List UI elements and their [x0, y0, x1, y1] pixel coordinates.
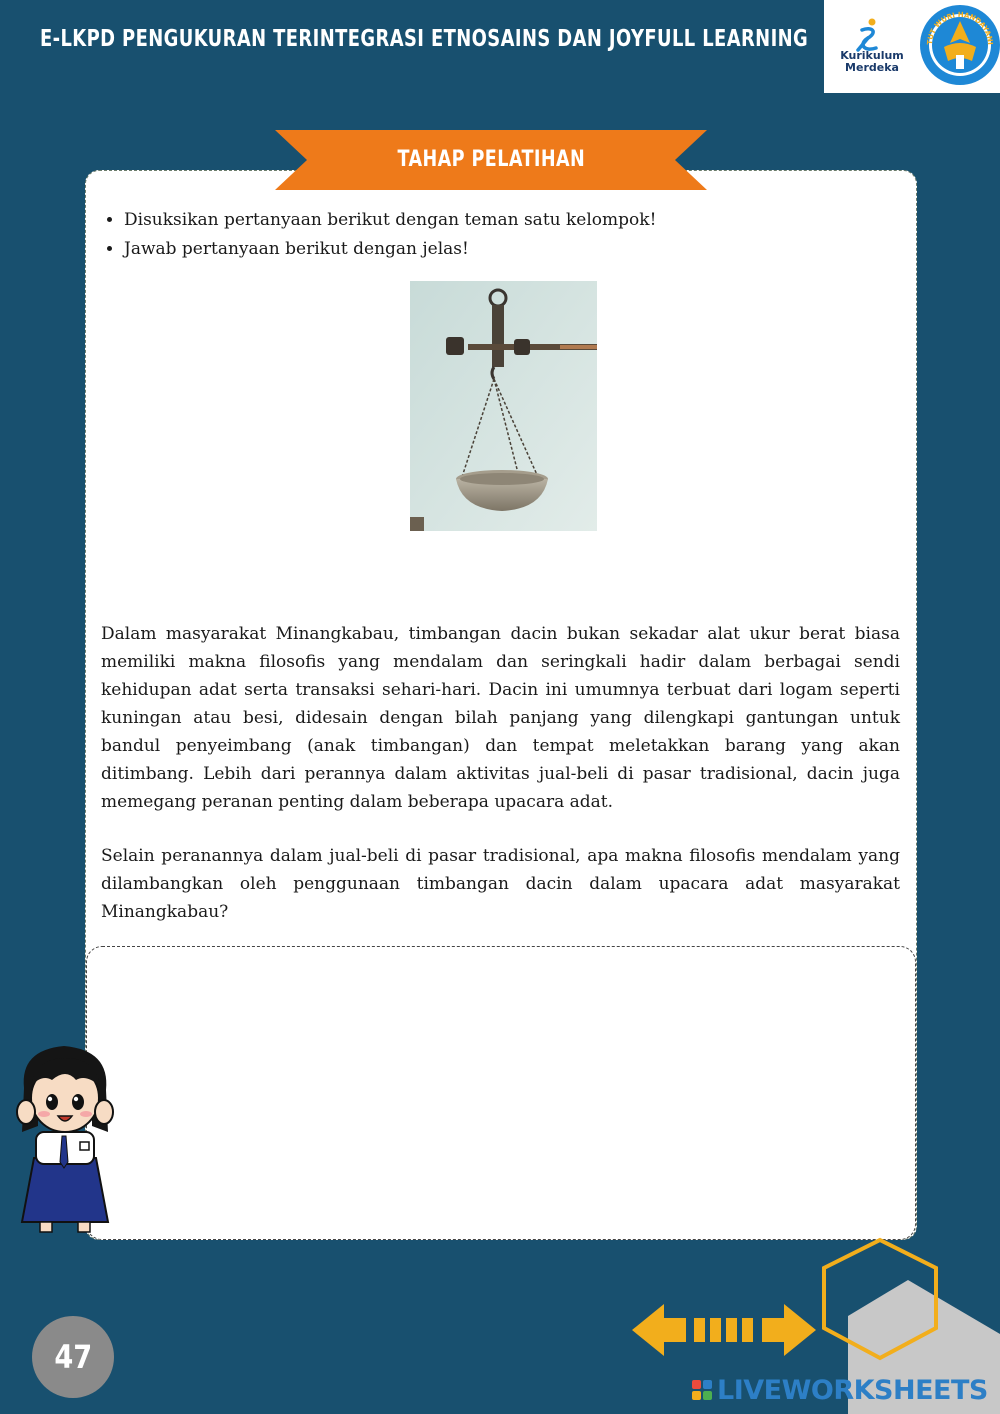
liveworksheets-watermark [692, 1374, 992, 1406]
dacin-scale-photo [410, 281, 597, 531]
context-paragraph: Dalam masyarakat Minangkabau, timbangan dacin bukan sekadar alat ukur berat biasa memiliki makna filosofis yang mendalam dan seringkali hadir dalam berbagai sendi kehidupan adat serta transaksi sehari-hari. Dacin ini umumnya terbuat dari logam seperti kuningan atau besi, didesain dengan bilah panjang yang dilengkapi gantungan untuk bandul penyeimbang (anak timbangan) dan tempat meletakkan barang yang akan ditimbang. Lebih dari perannya dalam aktivitas jual-beli di pasar tradisional, dacin juga memegang peranan penting dalam beberapa upacara adat. [101, 624, 900, 812]
tut-wuri-handayani-ring-text [918, 3, 1000, 87]
header-title: E-LKPD PENGUKURAN TERINTEGRASI ETNOSAINS DAN JOYFULL LEARNING [40, 26, 809, 52]
section-title: TAHAP PELATIHAN [397, 147, 585, 172]
liveworksheets-label: LIVEWORKSHEETS [717, 1374, 988, 1406]
student-girl-illustration [6, 1040, 124, 1240]
logo-panel [824, 0, 1000, 93]
instruction-list [102, 206, 656, 264]
question-paragraph: Selain peranannya dalam jual-beli di pasar tradisional, apa makna filosofis mendalam yang dilambangkan oleh penggunaan timbangan dacin dalam upacara adat masyarakat Minangkabau? [101, 846, 900, 922]
answer-box [86, 946, 916, 1240]
instruction-item: • Jawab pertanyaan berikut dengan jelas! [124, 235, 656, 264]
instruction-item: • Disuksikan pertanyaan berikut dengan teman satu kelompok! [124, 206, 656, 235]
liveworksheets-logo-icon [692, 1380, 712, 1400]
kurikulum-merdeka-label: Kurikulum Merdeka [840, 49, 904, 74]
svg-text:TUT WURI HANDAYANI: TUT WURI HANDAYANI [925, 10, 995, 46]
navigation-arrows[interactable] [630, 1300, 818, 1360]
answer-input[interactable] [87, 947, 915, 1239]
page-number-badge: 47 [32, 1316, 114, 1398]
